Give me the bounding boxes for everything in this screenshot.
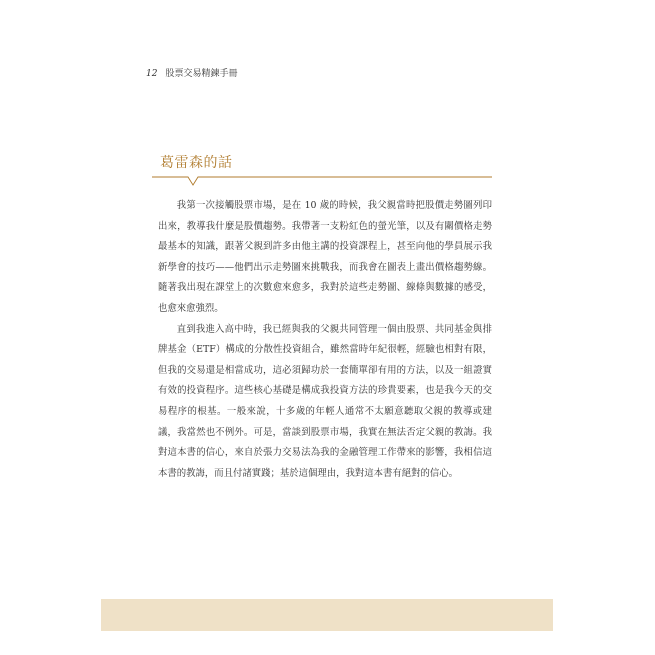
body-text [158, 196, 492, 484]
book-title: 股票交易精鍊手冊 [165, 69, 238, 79]
paragraph-1: 我第一次接觸股票市場，是在 10 歲的時候，我父親當時把股價走勢圖列印出來，教導我什麼是股價趨勢。我帶著一支粉紅色的螢光筆，以及有關價格走勢最基本的知識，跟著父親到許多由他主講的投資課程上，甚至向他的學員展示我新學會的技巧——他們出示走勢圖來挑戰我，而我會在圖表上畫出價格趨勢線。隨著我出現在課堂上的次數愈來愈多，我對於這些走勢圖、線條與數據的感受，也愈來愈強烈。 [158, 200, 492, 314]
paragraph-2: 直到我進入高中時，我已經與我的父親共同管理一個由股票、共同基金與排牌基金（ETF）構成的分散性投資組合，雖然當時年紀很輕，經驗也相對有限，但我的交易還是相當成功，這必須歸功於一套簡單卻有用的方法，以及一組證實有效的投資程序。這些核心基礎是構成我投資方法的珍貴要素，也是我今天的交易程序的根基。一般來說，十多歲的年輕人通常不太願意聽取父親的教導或建議，我當然也不例外。可是，當談到股票市場，我實在無法否定父親的教誨。我對這本書的信心，來自於張力交易法為我的金融管理工作帶來的影響，我相信這本書的教誨，而且付諸實踐；基於這個理由，我對這本書有絕對的信心。 [158, 323, 492, 479]
footer-band [101, 599, 553, 631]
heading-rule [152, 168, 492, 188]
heading-rule-line [152, 177, 492, 185]
section-title: 葛雷森的話 [160, 155, 233, 171]
running-head [146, 66, 237, 79]
page-number: 12 [146, 69, 158, 79]
